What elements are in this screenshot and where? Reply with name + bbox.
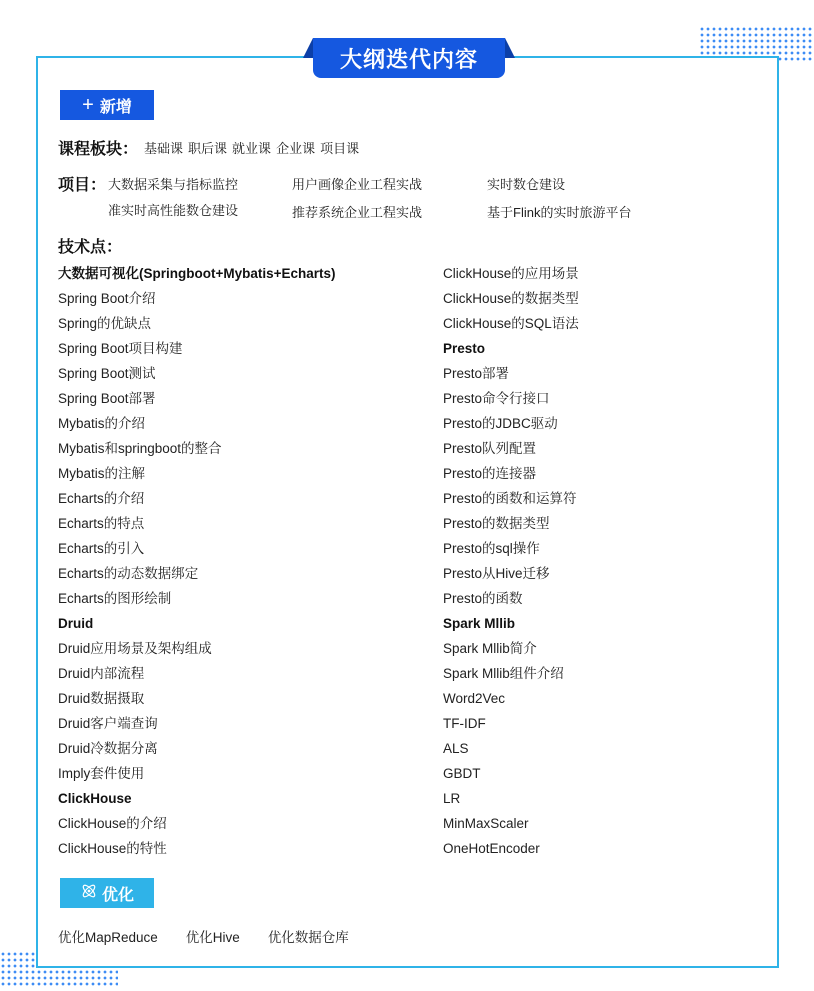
course-section: [58, 136, 364, 158]
tech-item: MinMaxScaler: [443, 816, 529, 831]
course-item: 项目课: [320, 140, 360, 156]
tech-item: Druid客户端查询: [58, 716, 158, 731]
optimize-item: 优化MapReduce: [58, 930, 158, 945]
tech-heading: Spark Mllib: [443, 616, 516, 631]
tech-item: OneHotEncoder: [443, 841, 540, 856]
tech-item: Presto部署: [443, 366, 510, 381]
tech-item: ClickHouse的数据类型: [443, 291, 579, 306]
tech-heading: ClickHouse: [58, 791, 132, 806]
atom-icon: [80, 882, 98, 905]
tech-item: ClickHouse的SQL语法: [443, 316, 579, 331]
add-button-label: 新增: [99, 98, 132, 116]
project-item: 用户画像企业工程实战: [292, 177, 423, 192]
tech-item: Spring Boot介绍: [58, 291, 156, 306]
tech-item: Spark Mllib组件介绍: [443, 666, 564, 681]
tech-item: Presto的函数: [443, 591, 523, 606]
tech-points-left-column: [58, 263, 336, 863]
tech-item: Echarts的图形绘制: [58, 591, 172, 606]
course-item: 企业课: [276, 140, 316, 156]
tech-item: ClickHouse的应用场景: [443, 266, 579, 281]
tech-item: Echarts的引入: [58, 541, 145, 556]
projects-label: 项目：: [58, 177, 107, 194]
tech-points-right-column: [443, 263, 579, 863]
project-item: 大数据采集与指标监控: [108, 177, 239, 192]
tech-item: Echarts的特点: [58, 516, 145, 531]
tech-item: Mybatis的注解: [58, 466, 146, 481]
tech-item: Mybatis和springboot的整合: [58, 441, 222, 456]
tech-item: Spark Mllib简介: [443, 641, 537, 656]
course-item: 就业课: [232, 140, 272, 156]
tech-points-title: 技术点：: [58, 239, 123, 256]
tech-item: Druid冷数据分离: [58, 741, 158, 756]
tech-item: Spring Boot项目构建: [58, 341, 183, 356]
tech-item: Presto命令行接口: [443, 391, 550, 406]
optimize-item: 优化数据仓库: [267, 930, 349, 945]
course-label: 课程板块：: [58, 140, 139, 158]
optimize-item: 优化Hive: [185, 930, 240, 945]
tech-item: Druid内部流程: [58, 666, 145, 681]
project-item: 实时数仓建设: [487, 177, 566, 192]
project-item: 推荐系统企业工程实战: [292, 205, 423, 220]
tech-item: Presto的函数和运算符: [443, 491, 577, 506]
tech-item: Presto从Hive迁移: [443, 566, 550, 581]
page-title: 大纲迭代内容: [313, 38, 505, 78]
tech-item: Presto的sql操作: [443, 541, 540, 556]
tech-item: Presto的数据类型: [443, 516, 550, 531]
tech-item: TF-IDF: [443, 716, 486, 731]
tech-item: Mybatis的介绍: [58, 416, 146, 431]
tech-item: Presto的连接器: [443, 466, 537, 481]
tech-item: GBDT: [443, 766, 481, 781]
tech-item: Imply套件使用: [58, 766, 145, 781]
tech-heading: Presto: [443, 341, 486, 356]
tech-heading: 大数据可视化(Springboot+Mybatis+Echarts): [58, 266, 336, 281]
project-item: 基于Flink的实时旅游平台: [487, 205, 632, 220]
optimize-button-label: 优化: [101, 886, 134, 904]
tech-item: Echarts的介绍: [58, 491, 145, 506]
tech-item: Presto的JDBC驱动: [443, 416, 558, 431]
add-button[interactable]: [60, 90, 154, 120]
tech-item: Echarts的动态数据绑定: [58, 566, 199, 581]
optimize-button[interactable]: [60, 878, 154, 908]
tech-item: Word2Vec: [443, 691, 506, 706]
tech-item: ClickHouse的介绍: [58, 816, 167, 831]
course-item: 职后课: [188, 140, 228, 156]
optimize-list: [58, 926, 377, 946]
tech-item: Spring Boot测试: [58, 366, 156, 381]
tech-item: Spring的优缺点: [58, 316, 152, 331]
tech-item: ALS: [443, 741, 469, 756]
tech-item: Druid数据摄取: [58, 691, 145, 706]
tech-item: LR: [443, 791, 461, 806]
tech-item: Druid应用场景及架构组成: [58, 641, 212, 656]
tech-item: Spring Boot部署: [58, 391, 156, 406]
course-item: 基础课: [144, 140, 184, 156]
tech-item: ClickHouse的特性: [58, 841, 167, 856]
project-item: 准实时高性能数仓建设: [108, 203, 239, 218]
tech-heading: Druid: [58, 616, 94, 631]
tech-item: Presto队列配置: [443, 441, 537, 456]
plus-icon: +: [82, 94, 94, 116]
